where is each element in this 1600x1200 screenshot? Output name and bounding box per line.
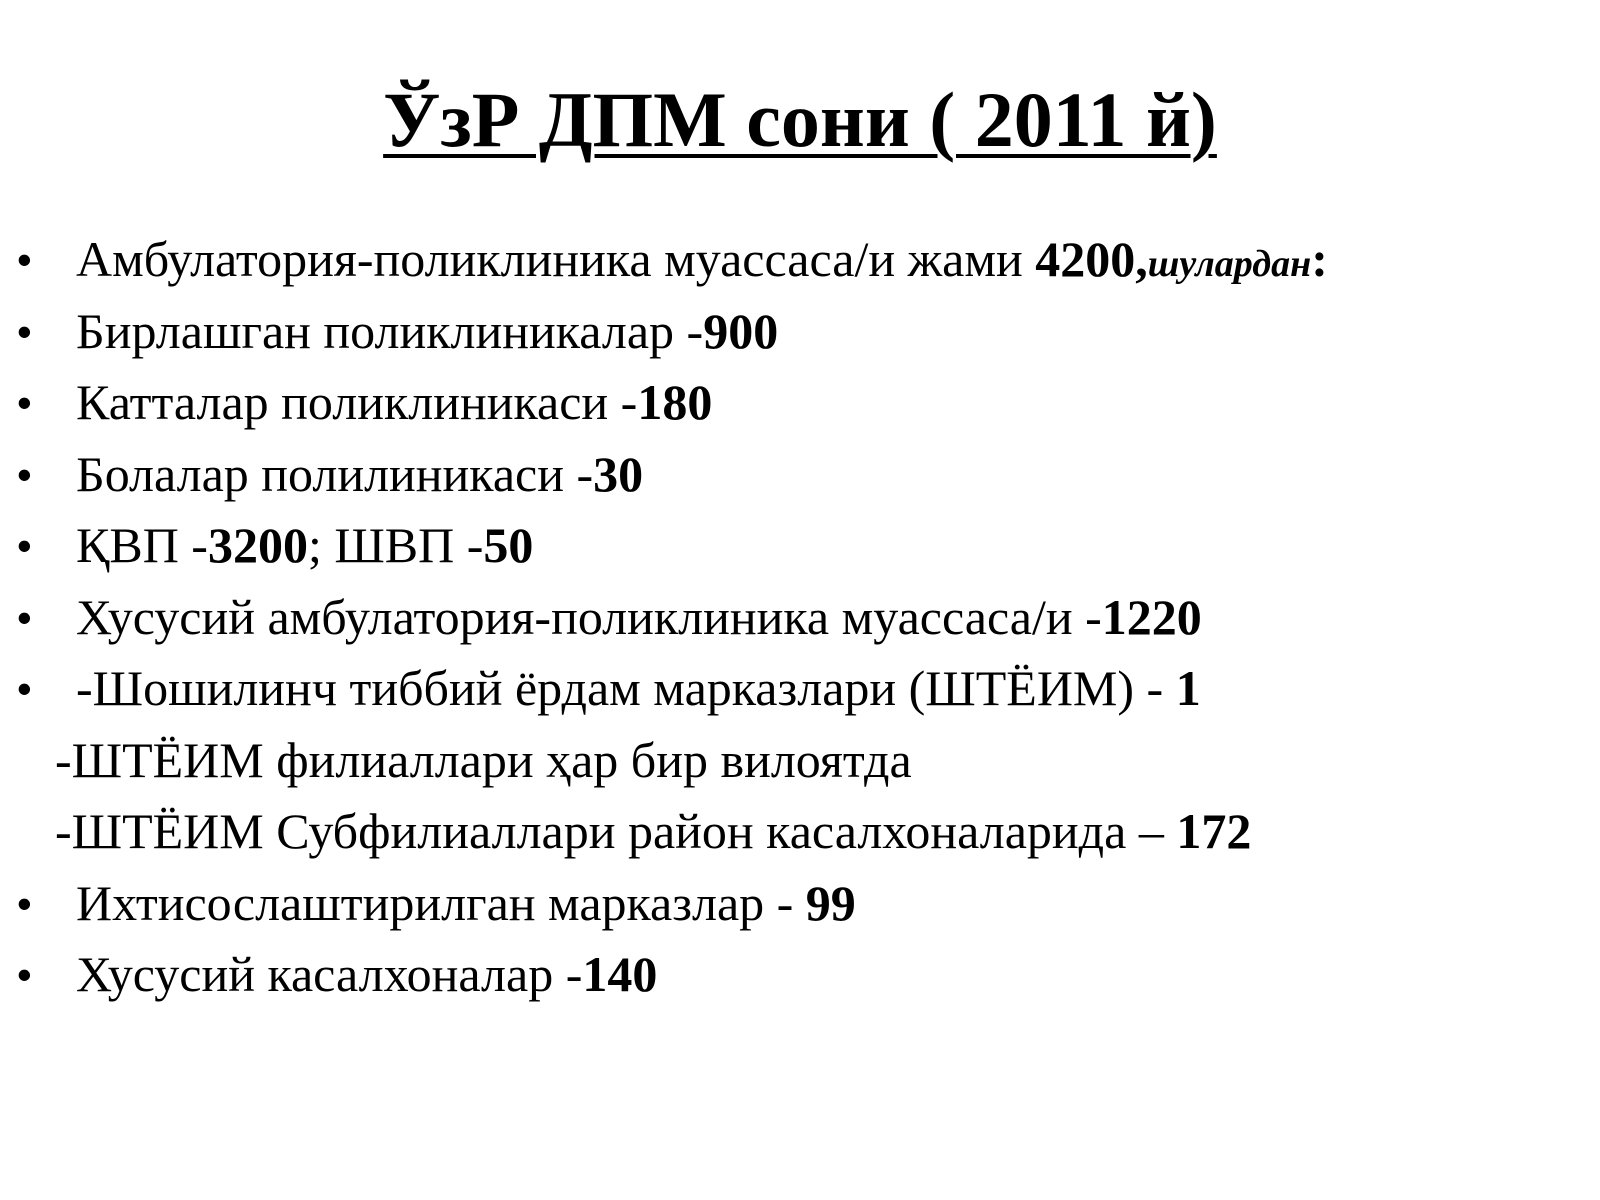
list-item-specialized-centers	[0, 868, 1600, 940]
bullet-icon: •	[17, 665, 32, 712]
list-subitem-emergency-branches	[0, 725, 1600, 797]
list-item-children-polyclinics	[0, 439, 1600, 511]
bullet-icon: •	[17, 879, 32, 927]
list-item-united-polyclinics	[0, 296, 1600, 368]
list-item-text: Болалар полилиникаси -30	[76, 445, 644, 502]
list-item-text: Амбулатория-поликлиника муассаса/и жами 4200,шулардан:	[76, 231, 1328, 287]
list-item-kvp-shvp	[0, 510, 1600, 582]
list-item-private-hospitals	[0, 939, 1600, 1011]
list-item-text: Катталар поликлиникаси -180	[76, 374, 713, 430]
bullet-icon: •	[17, 951, 32, 998]
slide-title: ЎзР ДПМ сони ( 2011 й)	[383, 76, 1217, 163]
list-item-adult-polyclinics	[0, 367, 1600, 439]
list-item-private-ambulatory	[0, 582, 1600, 654]
facility-list	[0, 224, 1600, 1011]
list-item-text: Ихтисослаштирилган марказлар - 99	[76, 874, 856, 931]
list-item-text: -Шошилинч тиббий ёрдам марказлари (ШТЁИМ) - 1	[76, 660, 1201, 716]
list-subitem-emergency-subbranches	[0, 796, 1600, 868]
bullet-icon: •	[17, 236, 32, 283]
list-item-text: ҚВП -3200; ШВП -50	[76, 517, 534, 573]
list-item-text: Бирлашган поликлиникалар -900	[76, 302, 779, 359]
bullet-icon: •	[17, 593, 32, 641]
bullet-icon: •	[17, 379, 32, 426]
list-item-emergency-centers	[0, 653, 1600, 725]
bullet-icon: •	[17, 307, 32, 355]
list-item-text: -ШТЁИМ Субфилиаллари район касалхоналарида – 172	[55, 803, 1252, 859]
list-item-ambulatory-total	[0, 224, 1600, 296]
list-item-text: -ШТЁИМ филиаллари ҳар бир вилоятда	[55, 731, 912, 788]
bullet-icon: •	[17, 522, 32, 569]
list-item-text: Хусусий касалхоналар -140	[76, 946, 658, 1002]
list-item-text: Хусусий амбулатория-поликлиника муассаса/и -1220	[76, 588, 1202, 645]
bullet-icon: •	[17, 450, 32, 498]
